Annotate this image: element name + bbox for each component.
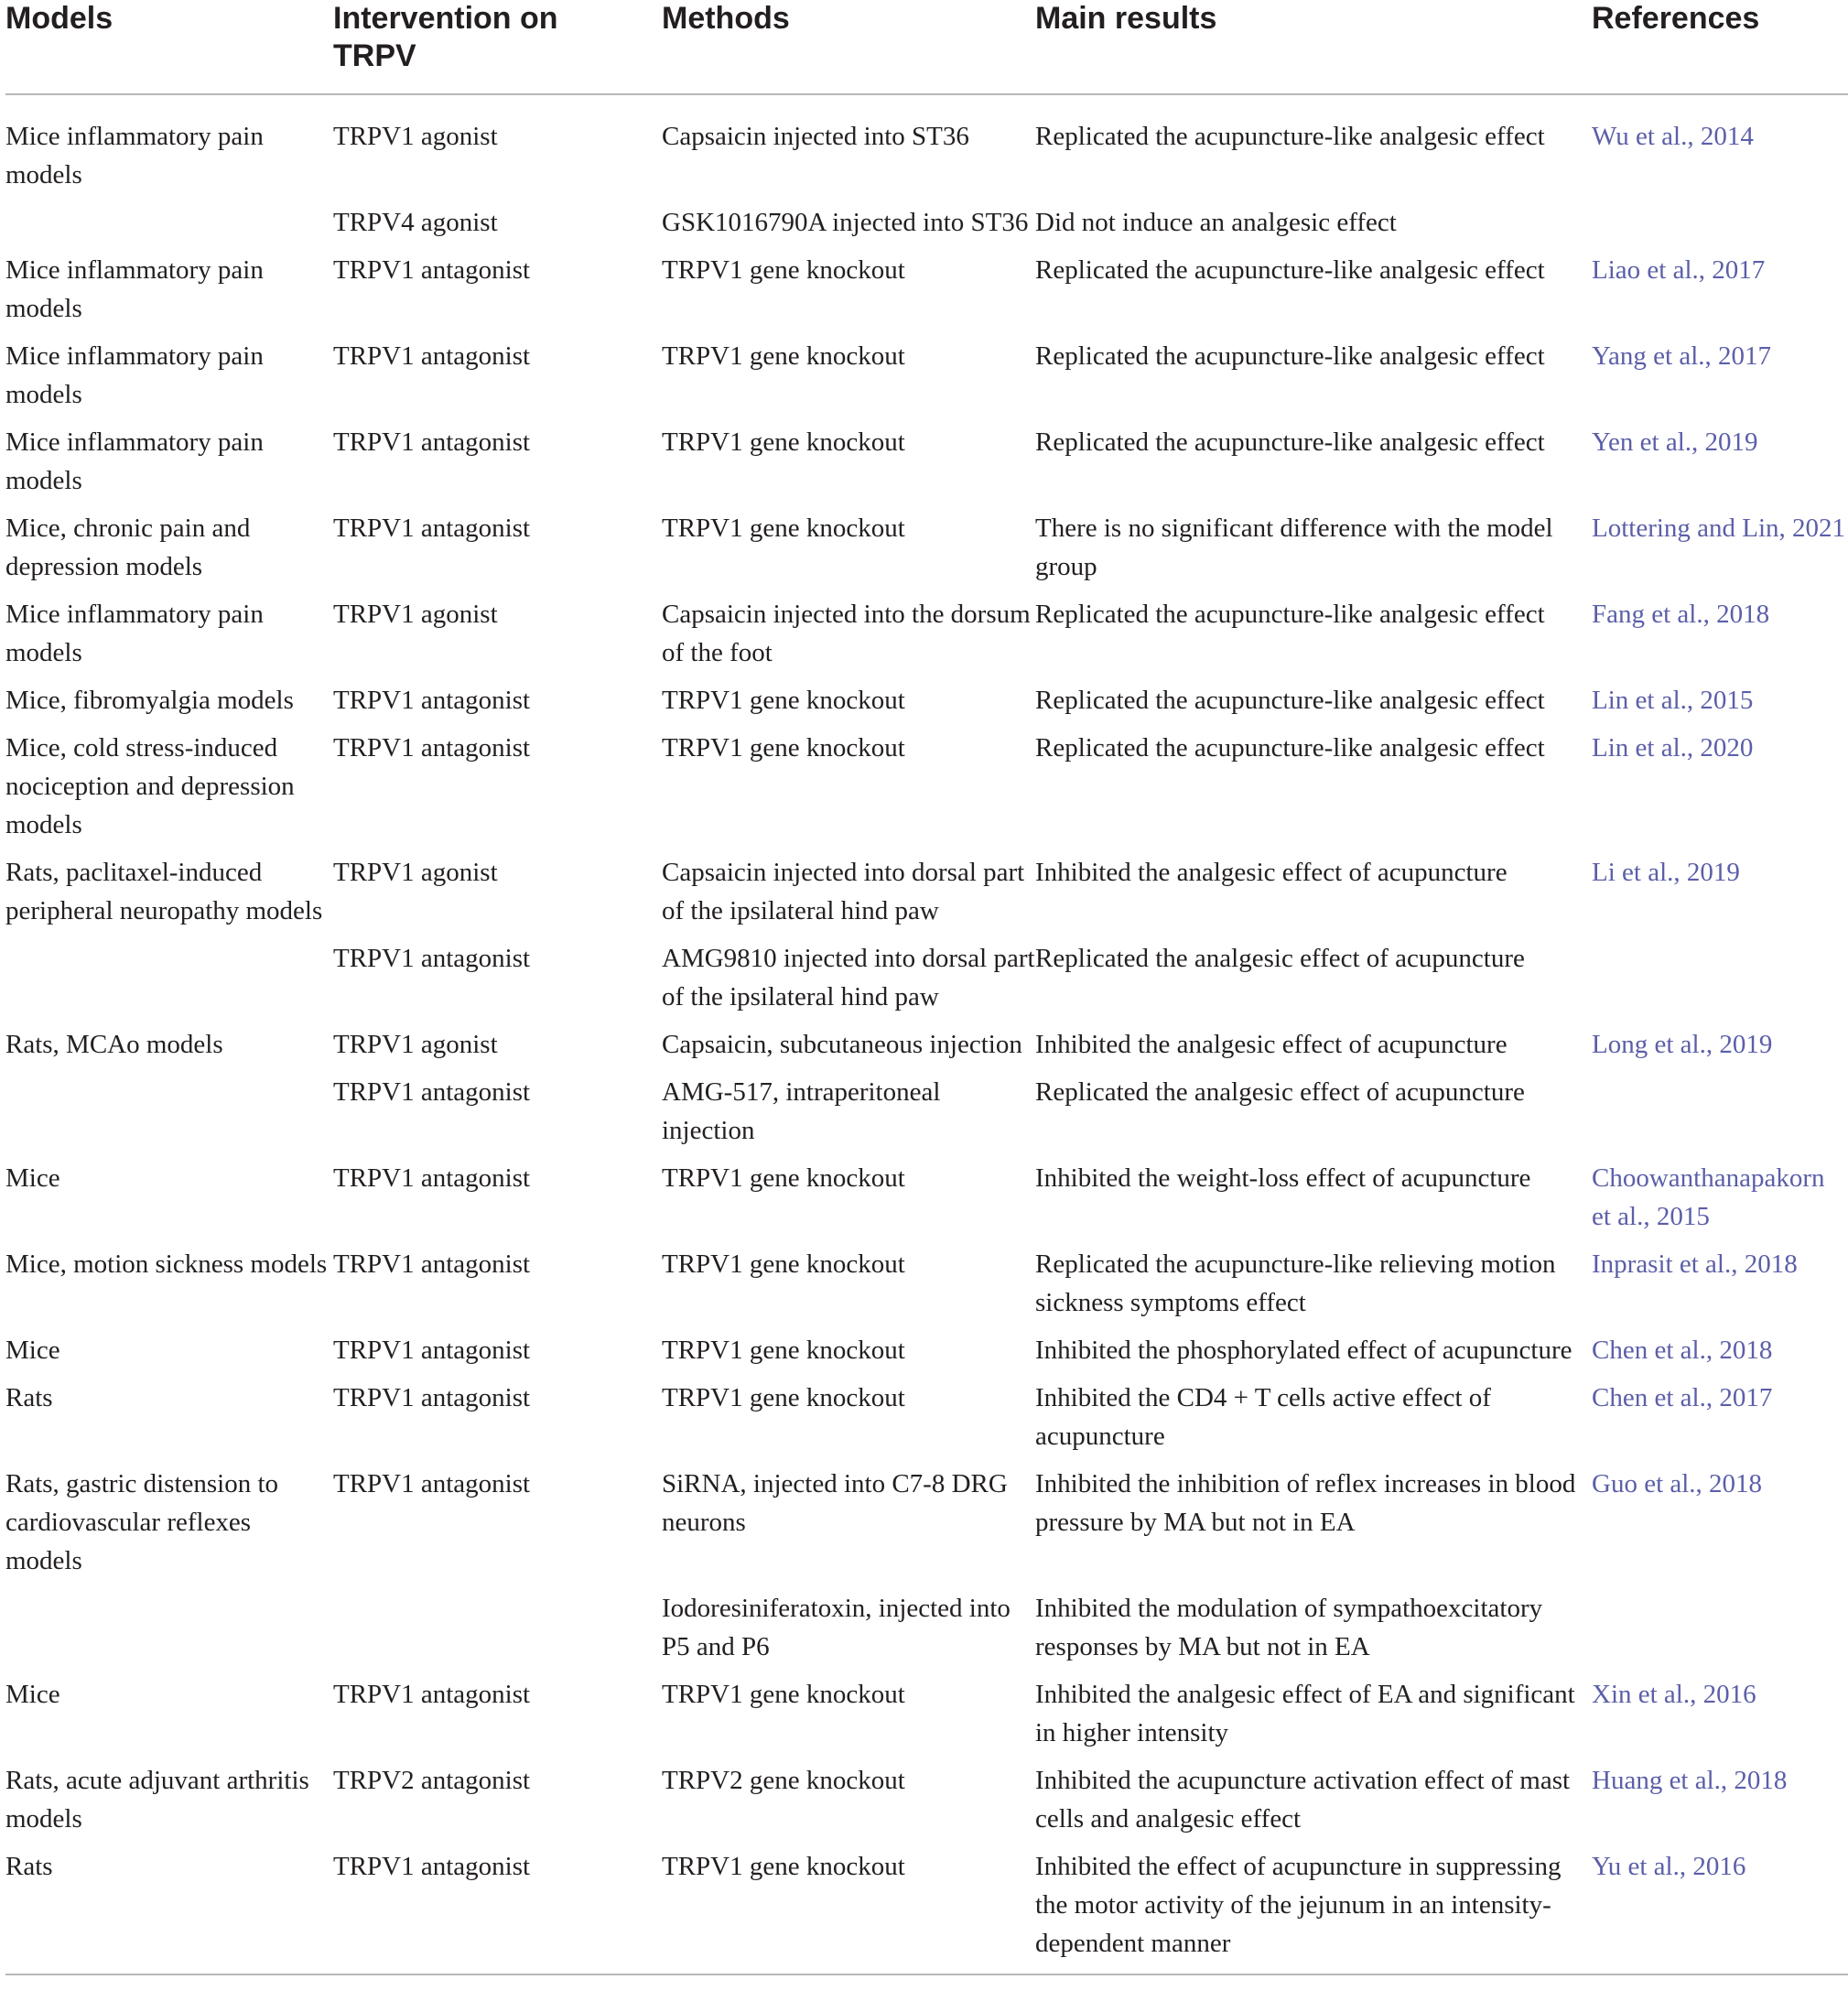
cell-model: Mice	[5, 1680, 60, 1709]
table-row	[5, 1465, 1848, 1589]
cell-method: Capsaicin injected into the dorsum of the foot	[662, 600, 1031, 667]
cell-method: Capsaicin injected into dorsal part of the ipsilateral hind paw	[662, 858, 1025, 925]
cell-reference[interactable]: Huang et al., 2018	[1592, 1766, 1788, 1795]
cell-result: Inhibited the inhibition of reflex increases in blood pressure by MA but not in EA	[1035, 1469, 1576, 1537]
table-row	[5, 1245, 1848, 1331]
cell-reference[interactable]: Wu et al., 2014	[1592, 122, 1754, 151]
cell-model: Mice, chronic pain and depression models	[5, 514, 251, 581]
cell-method: TRPV1 gene knockout	[662, 427, 905, 457]
table-body	[5, 94, 1848, 1974]
cell-reference[interactable]: Inprasit et al., 2018	[1592, 1249, 1798, 1279]
cell-method: TRPV2 gene knockout	[662, 1766, 905, 1795]
cell-model: Mice	[5, 1336, 60, 1365]
cell-result: Inhibited the analgesic effect of EA and significant in higher intensity	[1035, 1680, 1575, 1747]
cell-method: TRPV1 gene knockout	[662, 255, 905, 285]
table-row	[5, 1073, 1848, 1159]
cell-model: Mice inflammatory pain models	[5, 600, 264, 667]
cell-reference[interactable]: Fang et al., 2018	[1592, 600, 1770, 629]
cell-intervention: TRPV1 agonist	[333, 122, 498, 151]
cell-result: Did not induce an analgesic effect	[1035, 208, 1397, 237]
cell-method: TRPV1 gene knockout	[662, 1163, 905, 1193]
cell-reference[interactable]: Liao et al., 2017	[1592, 255, 1766, 285]
table-row	[5, 1589, 1848, 1675]
header-intervention	[333, 0, 662, 94]
cell-model: Mice, cold stress-induced nociception and depression models	[5, 733, 295, 839]
cell-intervention: TRPV1 antagonist	[333, 1249, 531, 1279]
table-row	[5, 939, 1848, 1025]
header-intervention-line2: TRPV	[333, 38, 416, 73]
cell-model: Rats, acute adjuvant arthritis models	[5, 1766, 309, 1834]
header-models: Models	[5, 0, 333, 94]
cell-model: Rats	[5, 1847, 333, 1974]
header-references: References	[1592, 0, 1848, 94]
cell-method: Capsaicin injected into ST36	[662, 122, 969, 151]
data-table	[5, 0, 1848, 1975]
table-row	[5, 1675, 1848, 1761]
cell-method: GSK1016790A injected into ST36	[662, 208, 1029, 237]
cell-method: AMG9810 injected into dorsal part of the ipsilateral hind paw	[662, 944, 1035, 1011]
table-row	[5, 1025, 1848, 1073]
cell-reference[interactable]: Chen et al., 2017	[1592, 1383, 1773, 1412]
cell-method: TRPV1 gene knockout	[662, 1249, 905, 1279]
cell-model: Mice inflammatory pain models	[5, 427, 264, 495]
cell-model	[5, 203, 333, 251]
header-row	[5, 0, 1848, 94]
cell-method: Capsaicin, subcutaneous injection	[662, 1030, 1022, 1059]
cell-reference	[1592, 1073, 1848, 1159]
table-row	[5, 1847, 1848, 1974]
table-row	[5, 1331, 1848, 1379]
table-row	[5, 423, 1848, 509]
cell-result: Inhibited the CD4 + T cells active effect of acupuncture	[1035, 1383, 1491, 1451]
cell-model	[5, 1589, 333, 1675]
cell-method: TRPV1 gene knockout	[662, 1383, 905, 1412]
cell-intervention: TRPV1 agonist	[333, 1030, 498, 1059]
cell-reference[interactable]: Lottering and Lin, 2021	[1592, 514, 1846, 543]
cell-model: Mice inflammatory pain models	[5, 341, 264, 409]
cell-model	[5, 1073, 333, 1159]
cell-reference[interactable]: Choowanthanapakorn et al., 2015	[1592, 1163, 1825, 1231]
cell-reference[interactable]: Guo et al., 2018	[1592, 1469, 1763, 1498]
cell-model: Mice inflammatory pain models	[5, 122, 264, 189]
header-results: Main results	[1035, 0, 1592, 94]
cell-model: Rats	[5, 1383, 53, 1412]
cell-method: TRPV1 gene knockout	[662, 1680, 905, 1709]
cell-model	[5, 939, 333, 1025]
header-intervention-line1: Intervention on	[333, 1, 558, 36]
cell-reference[interactable]: Yu et al., 2016	[1592, 1847, 1848, 1974]
cell-result: Replicated the acupuncture-like relieving motion sickness symptoms effect	[1035, 1249, 1556, 1317]
cell-method: TRPV1 gene knockout	[662, 1847, 1035, 1974]
cell-model: Mice, motion sickness models	[5, 1249, 328, 1279]
cell-intervention: TRPV1 antagonist	[333, 1847, 662, 1974]
cell-intervention	[333, 1589, 662, 1675]
cell-result: Replicated the acupuncture-like analgesic effect	[1035, 686, 1545, 715]
cell-result: Replicated the acupuncture-like analgesic effect	[1035, 600, 1545, 629]
table-row	[5, 1379, 1848, 1465]
table-row	[5, 94, 1848, 203]
cell-result: Inhibited the acupuncture activation effect of mast cells and analgesic effect	[1035, 1766, 1571, 1834]
cell-reference[interactable]: Yang et al., 2017	[1592, 341, 1772, 371]
cell-result: Replicated the acupuncture-like analgesic effect	[1035, 255, 1545, 285]
cell-method: TRPV1 gene knockout	[662, 341, 905, 371]
cell-intervention: TRPV1 agonist	[333, 600, 498, 629]
cell-model: Rats, MCAo models	[5, 1030, 223, 1059]
cell-result: Inhibited the phosphorylated effect of acupuncture	[1035, 1336, 1572, 1365]
cell-intervention: TRPV1 antagonist	[333, 1383, 531, 1412]
cell-reference[interactable]: Xin et al., 2016	[1592, 1680, 1756, 1709]
table-row	[5, 729, 1848, 853]
cell-result: Inhibited the effect of acupuncture in suppressing the motor activity of the jejunum in an intensity-dependent manner	[1035, 1847, 1592, 1974]
cell-intervention: TRPV1 antagonist	[333, 341, 531, 371]
cell-intervention: TRPV1 antagonist	[333, 514, 531, 543]
table-row	[5, 337, 1848, 423]
table-row	[5, 203, 1848, 251]
cell-reference	[1592, 1589, 1848, 1675]
cell-result: There is no significant difference with the model group	[1035, 514, 1553, 581]
table-row	[5, 509, 1848, 595]
table-row	[5, 1761, 1848, 1847]
cell-reference	[1592, 939, 1848, 1025]
cell-result: Inhibited the weight-loss effect of acupuncture	[1035, 1163, 1531, 1193]
cell-intervention: TRPV1 antagonist	[333, 1469, 531, 1498]
cell-intervention: TRPV2 antagonist	[333, 1766, 531, 1795]
cell-model: Mice inflammatory pain models	[5, 255, 264, 323]
cell-result: Replicated the acupuncture-like analgesic effect	[1035, 427, 1545, 457]
header-methods: Methods	[662, 0, 1035, 94]
cell-intervention: TRPV1 antagonist	[333, 255, 531, 285]
cell-model: Mice, fibromyalgia models	[5, 686, 294, 715]
cell-method: AMG-517, intraperitoneal injection	[662, 1077, 941, 1145]
cell-model: Rats, paclitaxel-induced peripheral neuropathy models	[5, 858, 323, 925]
cell-method: Iodoresiniferatoxin, injected into P5 and P6	[662, 1594, 1010, 1661]
table-row	[5, 853, 1848, 939]
cell-method: TRPV1 gene knockout	[662, 514, 905, 543]
cell-reference	[1592, 203, 1848, 251]
cell-reference[interactable]: Li et al., 2019	[1592, 858, 1740, 887]
cell-intervention: TRPV1 antagonist	[333, 427, 531, 457]
cell-intervention: TRPV4 agonist	[333, 208, 498, 237]
cell-result: Inhibited the analgesic effect of acupuncture	[1035, 1030, 1508, 1059]
cell-reference[interactable]: Yen et al., 2019	[1592, 427, 1758, 457]
cell-reference[interactable]: Chen et al., 2018	[1592, 1336, 1773, 1365]
cell-intervention: TRPV1 antagonist	[333, 1680, 531, 1709]
cell-intervention: TRPV1 antagonist	[333, 1163, 531, 1193]
cell-reference[interactable]: Lin et al., 2015	[1592, 686, 1754, 715]
table-header	[5, 0, 1848, 94]
table-row	[5, 595, 1848, 681]
cell-method: SiRNA, injected into C7-8 DRG neurons	[662, 1469, 1008, 1537]
cell-result: Inhibited the analgesic effect of acupuncture	[1035, 858, 1508, 887]
cell-model: Rats, gastric distension to cardiovascular reflexes models	[5, 1469, 279, 1575]
cell-intervention: TRPV1 antagonist	[333, 944, 531, 973]
cell-intervention: TRPV1 antagonist	[333, 686, 531, 715]
table-row	[5, 681, 1848, 729]
cell-intervention: TRPV1 antagonist	[333, 1077, 531, 1107]
cell-result: Replicated the acupuncture-like analgesic effect	[1035, 341, 1545, 371]
cell-intervention: TRPV1 antagonist	[333, 1336, 531, 1365]
table-row	[5, 1159, 1848, 1245]
table-row	[5, 251, 1848, 337]
cell-method: TRPV1 gene knockout	[662, 1336, 905, 1365]
cell-reference[interactable]: Long et al., 2019	[1592, 1030, 1773, 1059]
cell-method: TRPV1 gene knockout	[662, 733, 905, 763]
cell-model: Mice	[5, 1163, 60, 1193]
cell-intervention: TRPV1 antagonist	[333, 733, 531, 763]
cell-result: Replicated the acupuncture-like analgesic effect	[1035, 122, 1545, 151]
cell-method: TRPV1 gene knockout	[662, 686, 905, 715]
cell-result: Replicated the analgesic effect of acupuncture	[1035, 1077, 1525, 1107]
cell-result: Replicated the analgesic effect of acupuncture	[1035, 944, 1525, 973]
cell-result: Inhibited the modulation of sympathoexcitatory responses by MA but not in EA	[1035, 1594, 1543, 1661]
cell-reference[interactable]: Lin et al., 2020	[1592, 733, 1754, 763]
cell-result: Replicated the acupuncture-like analgesic effect	[1035, 733, 1545, 763]
cell-intervention: TRPV1 agonist	[333, 858, 498, 887]
